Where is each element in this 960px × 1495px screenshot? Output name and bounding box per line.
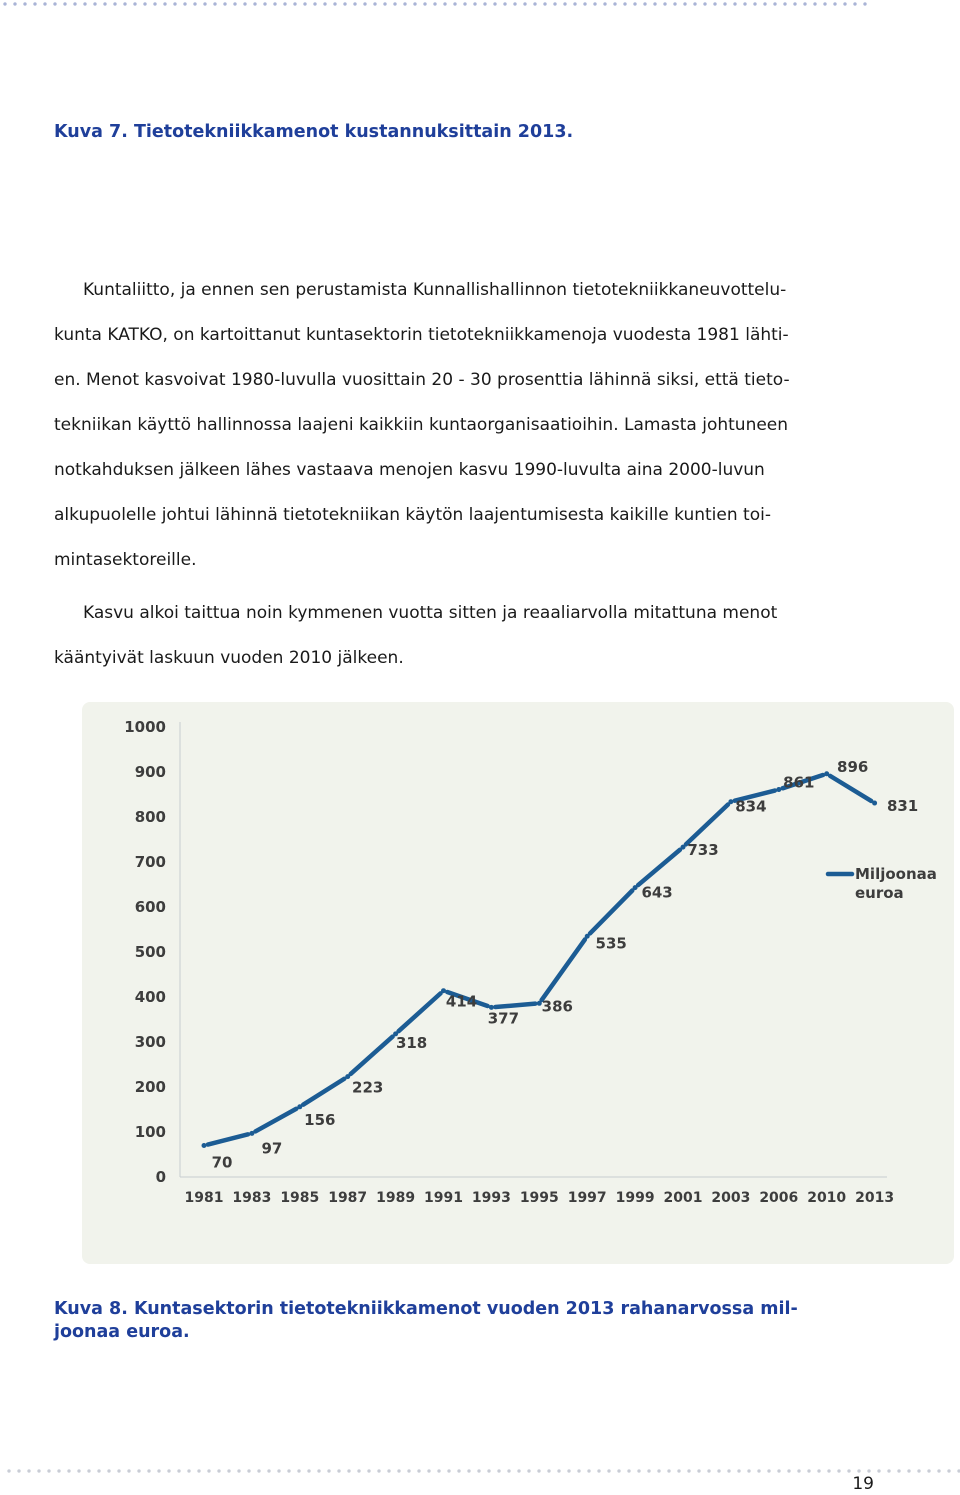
expenditure-chart: [82, 702, 954, 1264]
data-label: 223: [352, 1078, 384, 1097]
x-tick-label: 1989: [376, 1190, 416, 1206]
series-line-segment: [830, 776, 871, 801]
series-line-segment: [208, 1134, 248, 1144]
paragraph-2-line-1: [54, 591, 854, 636]
series-point: [297, 1104, 302, 1109]
x-tick-label: 2013: [855, 1190, 895, 1206]
series-line-segment: [399, 993, 441, 1031]
figure7-caption: Kuva 7. Tietotekniikkamenot kustannuksittain 2013.: [54, 122, 574, 142]
legend-label-line-1: Miljoonaa: [855, 865, 937, 883]
footer-dots: [4, 1468, 960, 1474]
data-label: 831: [886, 797, 919, 816]
paragraph-1-line-3: en. Menot kasvoivat 1980-luvulla vuosittain 20 - 30 prosenttia lähinnä siksi, että tieto-: [54, 370, 790, 390]
data-label: 156: [304, 1110, 336, 1129]
x-tick-label: 2003: [711, 1190, 751, 1206]
y-tick-label: 0: [155, 1168, 166, 1186]
data-label: 414: [445, 992, 478, 1011]
series-point: [728, 799, 733, 804]
series-point: [872, 801, 877, 806]
paragraph-1-line-6: alkupuolelle johtui lähinnä tietotekniikan käytön laajentumisesta kaikille kuntien toi-: [54, 505, 771, 525]
paragraph-1-line-2: kunta KATKO, on kartoittanut kuntasektorin tietotekniikkamenoja vuodesta 1981 lähti-: [54, 325, 789, 345]
x-tick-label: 1985: [280, 1190, 320, 1206]
data-label: 97: [261, 1139, 283, 1158]
series-line-segment: [351, 1037, 393, 1074]
chart-svg: [82, 702, 954, 1264]
data-label: 70: [211, 1153, 233, 1172]
x-tick-label: 1983: [232, 1190, 272, 1206]
x-tick-label: 1999: [615, 1190, 655, 1206]
series-line-segment: [638, 850, 680, 885]
paragraph-1: [54, 268, 854, 583]
series-line-segment: [686, 804, 728, 844]
series-line-segment: [303, 1079, 344, 1105]
y-tick-label: 200: [134, 1078, 166, 1096]
x-tick-label: 2010: [807, 1190, 847, 1206]
page-number: 19: [852, 1474, 874, 1494]
x-tick-label: 1991: [424, 1190, 463, 1206]
data-label: 377: [487, 1009, 520, 1028]
series-point: [633, 885, 638, 890]
series-point: [345, 1074, 350, 1079]
paragraph-1-line-4: tekniikan käyttö hallinnossa laajeni kaikkiin kuntaorganisaatioihin. Lamasta johtuneen: [54, 415, 789, 435]
paragraph-2-line-2: kääntyivät laskuun vuoden 2010 jälkeen.: [54, 648, 404, 668]
y-tick-label: 600: [134, 898, 166, 916]
series-point: [681, 845, 686, 850]
y-tick-label: 300: [134, 1033, 166, 1051]
series-line-segment: [255, 1109, 296, 1132]
paragraph-1-line-1-text: Kuntaliitto, ja ennen sen perustamista Kunnallishallinnon tietotekniikkaneuvottelu-: [83, 280, 787, 300]
y-tick-label: 900: [134, 763, 166, 781]
header-dots: [0, 1, 870, 7]
y-tick-label: 500: [134, 943, 166, 961]
paragraph-1-line-7: mintasektoreille.: [54, 550, 197, 570]
data-label: 733: [687, 841, 719, 860]
legend-label-line-2: euroa: [855, 884, 904, 902]
y-tick-label: 800: [134, 808, 166, 826]
y-tick-label: 400: [134, 988, 166, 1006]
x-tick-label: 2001: [663, 1190, 703, 1206]
x-tick-label: 2006: [759, 1190, 799, 1206]
x-tick-label: 1993: [471, 1190, 511, 1206]
paragraph-1-line-5: notkahduksen jälkeen lähes vastaava menojen kasvu 1990-luvulta aina 2000-luvun: [54, 460, 765, 480]
data-label: 834: [735, 797, 767, 816]
x-tick-label: 1997: [567, 1190, 607, 1206]
series-point: [776, 787, 781, 792]
y-tick-label: 100: [134, 1123, 166, 1141]
series-point: [824, 771, 829, 776]
x-tick-label: 1995: [519, 1190, 559, 1206]
x-tick-label: 1987: [328, 1190, 368, 1206]
series-point: [202, 1143, 207, 1148]
data-label: 896: [837, 757, 869, 776]
y-tick-label: 700: [134, 853, 166, 871]
y-tick-label: 1000: [124, 718, 166, 736]
series-point: [585, 934, 590, 939]
x-tick-label: 1981: [184, 1190, 224, 1206]
paragraph-1-line-1: [54, 268, 854, 313]
figure8-caption: [54, 1298, 798, 1344]
data-label: 861: [783, 773, 815, 792]
paragraph-2: [54, 591, 854, 681]
data-label: 535: [595, 934, 627, 953]
figure8-caption-line-2: joonaa euroa.: [54, 1322, 190, 1342]
data-label: 318: [395, 1033, 428, 1052]
data-label: 386: [541, 997, 573, 1016]
paragraph-2-line-1-text: Kasvu alkoi taittua noin kymmenen vuotta sitten ja reaaliarvolla mitattuna menot: [83, 603, 778, 623]
series-line-segment: [590, 890, 632, 933]
series-point: [249, 1131, 254, 1136]
figure8-caption-line-1: Kuva 8. Kuntasektorin tietotekniikkamenot vuoden 2013 rahanarvossa mil-: [54, 1299, 798, 1319]
series-line-segment: [495, 1004, 535, 1007]
data-label: 643: [641, 883, 673, 902]
series-line-segment: [542, 940, 585, 1001]
